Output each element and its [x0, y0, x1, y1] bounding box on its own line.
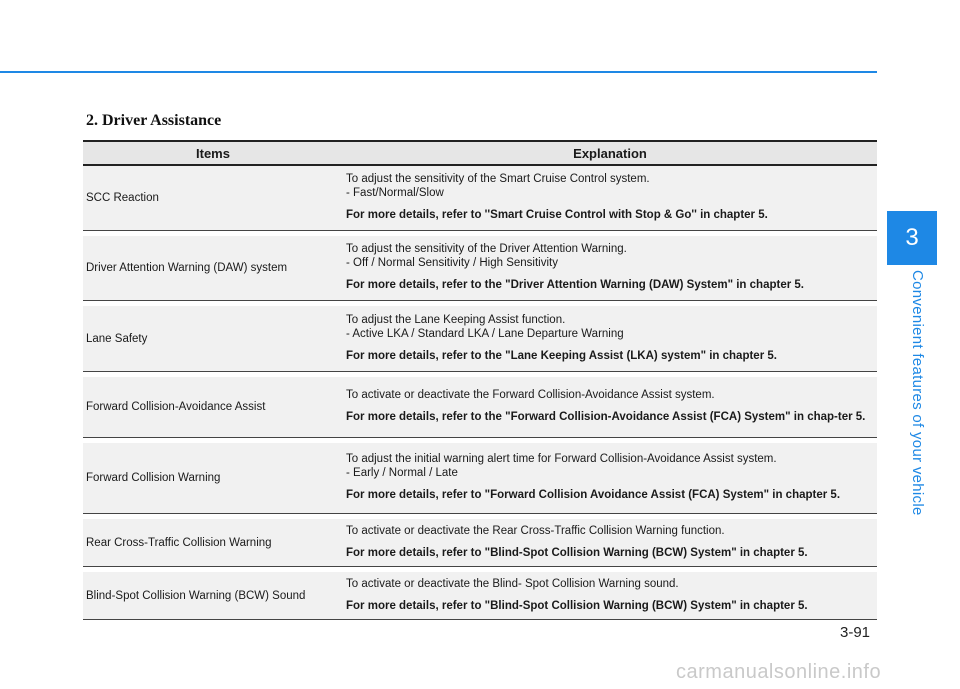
- chapter-title: Convenient features of your vehicle: [909, 270, 926, 516]
- row-ref: For more details, refer to "Blind-Spot Collision Warning (BCW) System" in chapter 5.: [346, 546, 808, 559]
- row-ref: For more details, refer to "Blind-Spot Collision Warning (BCW) System" in chapter 5.: [346, 599, 808, 612]
- row-explanation: [343, 519, 877, 566]
- row-desc: To adjust the Lane Keeping Assist function.: [346, 313, 566, 326]
- section-title: 2. Driver Assistance: [86, 112, 222, 129]
- row-item: Blind-Spot Collision Warning (BCW) Sound: [86, 589, 306, 602]
- table-row: [83, 236, 877, 301]
- row-ref: For more details, refer to the "Driver Attention Warning (DAW) System" in chapter 5.: [346, 279, 804, 291]
- row-desc: To adjust the initial warning alert time for Forward Collision-Avoidance Assist system.: [346, 453, 777, 465]
- row-options: - Active LKA / Standard LKA / Lane Departure Warning: [346, 327, 624, 340]
- row-desc: To activate or deactivate the Forward Collision-Avoidance Assist system.: [346, 389, 715, 401]
- row-item: Rear Cross-Traffic Collision Warning: [86, 536, 272, 549]
- row-explanation: [343, 443, 877, 513]
- row-desc: To adjust the sensitivity of the Smart Cruise Control system.: [346, 173, 650, 185]
- row-options: - Early / Normal / Late: [346, 467, 458, 479]
- row-item: Driver Attention Warning (DAW) system: [86, 262, 288, 274]
- row-item: Forward Collision Warning: [86, 472, 221, 484]
- table-row: [83, 572, 877, 620]
- page-number: 3-91: [840, 624, 871, 641]
- row-item: Forward Collision-Avoidance Assist: [86, 401, 266, 413]
- top-rule: [0, 71, 877, 73]
- row-explanation: [343, 572, 877, 619]
- row-explanation: [343, 377, 877, 437]
- row-ref: For more details, refer to ''Smart Cruise Control with Stop & Go'' in chapter 5.: [346, 209, 768, 221]
- row-ref: For more details, refer to the "Forward Collision-Avoidance Assist (FCA) System" in chap-ter 5.: [346, 411, 866, 423]
- row-item: Lane Safety: [86, 332, 148, 345]
- settings-table: [83, 140, 877, 620]
- table-row: [83, 166, 877, 231]
- row-desc: To activate or deactivate the Rear Cross-Traffic Collision Warning function.: [346, 524, 725, 537]
- row-explanation: [343, 166, 877, 230]
- row-desc: To activate or deactivate the Blind- Spot Collision Warning sound.: [346, 577, 679, 590]
- header-items: Items: [196, 145, 230, 161]
- table-row: [83, 377, 877, 438]
- row-explanation: [343, 306, 877, 371]
- row-desc: To adjust the sensitivity of the Driver Attention Warning.: [346, 243, 627, 255]
- table-row: [83, 306, 877, 372]
- header-explanation: Explanation: [573, 145, 647, 161]
- row-ref: For more details, refer to the "Lane Keeping Assist (LKA) system" in chapter 5.: [346, 349, 777, 362]
- row-options: - Fast/Normal/Slow: [346, 187, 444, 199]
- chapter-tab: 3: [887, 211, 937, 265]
- row-options: - Off / Normal Sensitivity / High Sensitivity: [346, 257, 558, 269]
- table-header: [83, 142, 877, 166]
- table-row: [83, 519, 877, 567]
- table-row: [83, 443, 877, 514]
- row-ref: For more details, refer to "Forward Collision Avoidance Assist (FCA) System" in chapter 5.: [346, 489, 841, 501]
- row-explanation: [343, 236, 877, 300]
- watermark: carmanualsonline.info: [676, 661, 882, 683]
- row-item: SCC Reaction: [86, 192, 159, 204]
